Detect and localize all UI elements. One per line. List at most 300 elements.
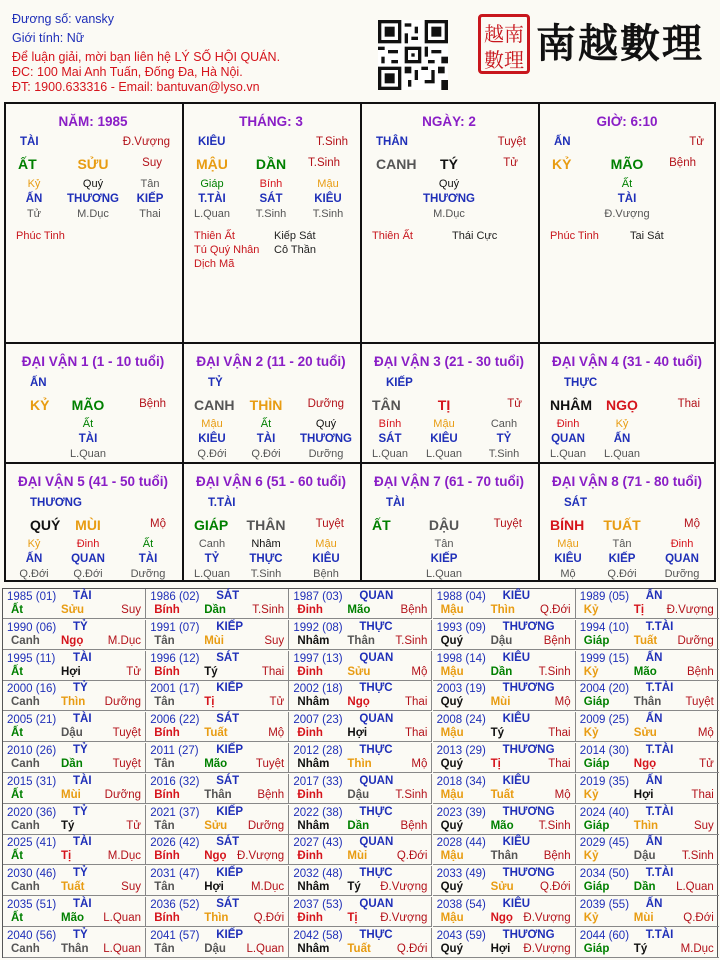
contact-invite: Để luận giải, mời bạn liên hệ LÝ SỐ HỘI QUÁN. [12, 50, 281, 64]
year-life-stage: Mộ [411, 665, 428, 678]
luck-hidden-stage: Q.Đới [251, 448, 281, 460]
luck-period-title: ĐẠI VẬN 5 (41 - 50 tuổi) [17, 474, 169, 489]
pillar-cell [184, 104, 362, 342]
year-label: 2030 (46) [7, 868, 57, 881]
year-stem: Bính [154, 727, 180, 740]
year-cell [146, 620, 289, 650]
year-life-stage: T.Sinh [538, 665, 571, 678]
hidden-stem: Tân [140, 178, 160, 190]
hidden-life-stage: L.Quan [193, 208, 231, 220]
year-stem: Tân [154, 634, 175, 647]
year-label: 1999 (15) [579, 652, 630, 665]
star-label: Phúc Tinh [550, 230, 599, 242]
year-label: 1996 (12) [150, 652, 200, 665]
year-ten-god: THỰC [359, 744, 393, 756]
star-label: Tai Sát [630, 230, 664, 242]
year-label: 2008 (24) [436, 714, 486, 727]
year-life-stage: L.Quan [103, 942, 141, 955]
year-life-stage: Tuyệt [255, 758, 285, 770]
year-stem: Ất [11, 788, 24, 801]
year-stem: Giáp [583, 881, 610, 894]
year-label: 2016 (32) [150, 775, 200, 788]
year-ten-god: KIẾP [216, 682, 244, 695]
luck-hidden-stem: Nhâm [251, 538, 281, 550]
year-branch: Hợi [204, 881, 224, 894]
chart-grid [4, 102, 716, 582]
heavenly-stem: MẬU [196, 156, 228, 172]
luck-hidden-stem: Tân [434, 538, 454, 550]
year-branch: Thìn [490, 604, 515, 616]
year-stem: Bính [154, 788, 180, 801]
year-ten-god: TÀI [73, 898, 92, 910]
luck-stem: QUÝ [30, 517, 61, 533]
year-label: 1991 (07) [150, 621, 200, 634]
year-ten-god: THỰC [359, 928, 393, 941]
year-stem: Canh [11, 696, 40, 709]
year-life-stage: Q.Đới [540, 604, 571, 616]
year-stem: Canh [11, 881, 40, 894]
year-cell [146, 835, 289, 865]
year-stem: Giáp [583, 942, 610, 955]
luck-branch: THÂN [246, 517, 286, 533]
year-life-stage: Đ.Vượng [380, 912, 428, 924]
year-stem: Canh [11, 758, 40, 770]
luck-branch: TUẤT [603, 517, 641, 533]
year-stem: Kỷ [583, 604, 599, 616]
year-branch: Sửu [61, 604, 85, 616]
year-life-stage: Suy [693, 819, 714, 832]
year-branch: Thân [347, 634, 375, 647]
year-stem: Tân [154, 881, 175, 894]
year-label: 2000 (16) [7, 683, 57, 696]
year-label: 2032 (48) [293, 868, 343, 881]
ten-god-stem: KIÊU [198, 136, 226, 148]
year-life-stage: Tử [699, 758, 714, 770]
luck-stem: KỶ [30, 397, 50, 413]
ten-god-stem: ẤN [554, 136, 571, 148]
hidden-stem: Quý [438, 178, 460, 190]
year-cell [289, 743, 432, 773]
hidden-ten-god: ẤN [25, 193, 43, 205]
year-life-stage: T.Sinh [538, 819, 571, 832]
hidden-ten-god: T.TÀI [198, 193, 226, 205]
year-stem: Kỷ [583, 727, 599, 740]
pillar-title: NĂM: 1985 [58, 114, 128, 129]
year-label: 2044 (60) [579, 929, 630, 942]
year-ten-god: KIẾP [216, 744, 244, 756]
year-ten-god: ẤN [645, 651, 663, 664]
year-life-stage: T.Sinh [395, 788, 428, 801]
year-life-stage: Suy [121, 881, 141, 894]
luck-hidden-ten-god: TỶ [496, 433, 512, 445]
year-label: 2027 (43) [293, 837, 343, 850]
year-ten-god: TÀI [73, 713, 92, 726]
earthly-branch: TÝ [440, 156, 458, 172]
year-life-stage: Bệnh [543, 634, 571, 647]
luck-hidden-stage: T.Sinh [488, 448, 520, 460]
star-label: Kiếp Sát [274, 230, 316, 242]
luck-period-cell [540, 342, 716, 462]
year-branch: Mùi [61, 788, 81, 801]
year-life-stage: Q.Đới [683, 912, 714, 924]
year-branch: Tị [204, 696, 215, 709]
year-stem: Giáp [583, 696, 610, 709]
year-life-stage: L.Quan [676, 881, 714, 894]
year-life-stage: Q.Đới [540, 881, 571, 894]
year-cell [576, 712, 719, 742]
hidden-stem: Giáp [200, 178, 224, 190]
luck-hidden-stem: Ất [260, 418, 272, 430]
luck-period-title: ĐẠI VẬN 6 (51 - 60 tuổi) [195, 474, 347, 489]
year-ten-god: KIÊU [502, 713, 531, 726]
year-life-stage: Bệnh [543, 850, 571, 863]
luck-hidden-stage: Dưỡng [130, 568, 166, 580]
year-ten-god: THƯƠNG [502, 805, 555, 818]
year-stem: Giáp [583, 819, 610, 832]
year-ten-god: QUAN [359, 713, 394, 726]
year-cell [289, 774, 432, 804]
year-life-stage: Q.Đới [396, 850, 428, 863]
luck-hidden-stage: T.Sinh [250, 568, 282, 580]
luck-hidden-ten-god: THƯƠNG [300, 433, 352, 445]
year-life-stage: L.Quan [246, 942, 285, 955]
year-cell [433, 805, 576, 835]
year-cell [146, 712, 289, 742]
year-branch: Tị [347, 912, 358, 924]
year-branch: Dần [490, 665, 513, 678]
luck-hidden-ten-god: KIÊU [312, 553, 340, 565]
year-label: 1995 (11) [7, 652, 56, 665]
luck-ten-god: T.TÀI [208, 497, 236, 509]
year-ten-god: THỰC [359, 682, 393, 695]
year-stem: Bính [154, 850, 180, 863]
year-stem: Mậu [440, 665, 464, 678]
year-branch: Mão [347, 604, 371, 616]
luck-period-cell [184, 342, 362, 462]
year-label: 2007 (23) [293, 714, 343, 727]
luck-hidden-stage: L.Quan [425, 568, 463, 580]
year-life-stage: Thai [548, 758, 571, 770]
year-ten-god: QUAN [359, 774, 394, 787]
heavenly-stem: ẤT [18, 156, 37, 172]
year-cell [433, 928, 576, 958]
luck-hidden-ten-god: QUAN [551, 433, 585, 445]
year-branch: Mùi [633, 912, 654, 924]
year-stem: Canh [11, 942, 40, 955]
year-ten-god: KIẾP [216, 620, 244, 633]
hidden-stem: Ất [621, 178, 633, 190]
year-branch: Ngọ [633, 758, 657, 770]
luck-hidden-ten-god: THỰC [249, 553, 283, 565]
year-stem: Ất [11, 912, 24, 924]
year-branch: Hợi [347, 727, 368, 740]
year-life-stage: Bệnh [686, 665, 714, 678]
year-ten-god: T.TÀI [645, 620, 674, 633]
year-stem: Mậu [440, 604, 464, 616]
year-branch: Dậu [490, 634, 513, 647]
year-stem: Kỷ [583, 912, 599, 924]
year-ten-god: TỶ [73, 805, 88, 818]
luck-hidden-stage: Q.Đới [73, 568, 103, 580]
luck-period-cell [6, 342, 184, 462]
year-life-stage: Đ.Vượng [380, 881, 428, 894]
year-life-stage: Tử [126, 665, 141, 678]
year-label: 2033 (49) [436, 868, 486, 881]
year-cell [3, 928, 146, 958]
branch-life-stage: Bệnh [669, 157, 696, 169]
year-cell [289, 620, 432, 650]
year-branch: Mão [633, 665, 657, 678]
year-label: 2031 (47) [150, 868, 200, 881]
year-cell [3, 897, 146, 927]
year-ten-god: KIÊU [502, 898, 531, 910]
year-ten-god: QUAN [359, 836, 394, 849]
year-ten-god: TỶ [73, 620, 88, 633]
year-label: 2018 (34) [436, 775, 486, 788]
star-label: Thiên Ất [372, 230, 413, 242]
year-stem: Quý [440, 758, 463, 770]
year-label: 2002 (18) [293, 683, 343, 696]
luck-life-stage: Tuyệt [493, 518, 522, 530]
year-stem: Nhâm [297, 634, 330, 647]
year-ten-god: THỰC [359, 867, 393, 880]
year-stem: Tân [154, 819, 175, 832]
phone-email: ĐT: 1900.633316 - Email: bantuvan@lyso.vn [12, 80, 260, 94]
luck-hidden-ten-god: QUAN [665, 553, 699, 565]
year-life-stage: Dưỡng [104, 696, 141, 709]
pillar-cell [362, 104, 540, 342]
year-branch: Thìn [347, 758, 372, 770]
luck-period-cell [184, 462, 362, 582]
year-cell [3, 681, 146, 711]
year-label: 1993 (09) [436, 621, 486, 634]
year-cell [3, 774, 146, 804]
year-branch: Dần [633, 881, 656, 894]
year-life-stage: Dưỡng [104, 788, 141, 801]
year-ten-god: KIÊU [502, 836, 531, 849]
luck-hidden-ten-god: KIÊU [198, 433, 226, 445]
year-life-stage: Mộ [554, 696, 571, 709]
year-life-stage: Dưỡng [677, 634, 714, 647]
luck-branch: THÌN [249, 397, 283, 413]
year-stem: Quý [440, 819, 463, 832]
year-ten-god: SÁT [216, 836, 240, 849]
luck-branch: MÃO [71, 397, 105, 413]
luck-ten-god: SÁT [564, 497, 587, 509]
qr-code-icon [378, 20, 448, 90]
year-cell [146, 897, 289, 927]
year-cell [433, 774, 576, 804]
luck-hidden-stage: Dưỡng [308, 448, 344, 460]
year-cell [146, 866, 289, 896]
year-branch: Dậu [61, 727, 83, 740]
year-label: 2026 (42) [150, 837, 200, 850]
luck-hidden-stage: Q.Đới [607, 568, 637, 580]
luck-hidden-stage: L.Quan [69, 448, 107, 460]
year-label: 2014 (30) [579, 745, 630, 757]
year-branch: Tuất [347, 942, 371, 955]
year-cell [433, 743, 576, 773]
year-stem: Đinh [297, 912, 323, 924]
year-stem: Ất [11, 604, 24, 616]
year-branch: Sửu [490, 881, 514, 894]
year-branch: Dần [61, 758, 83, 770]
pillar-title: NGÀY: 2 [422, 114, 476, 129]
luck-hidden-stem: Đinh [76, 538, 100, 550]
heavenly-stem: CANH [376, 156, 417, 172]
year-life-stage: Đ.Vượng [236, 850, 285, 863]
year-cell [3, 805, 146, 835]
luck-hidden-ten-god: TÀI [256, 433, 276, 445]
luck-ten-god: THỰC [564, 377, 598, 389]
luck-hidden-ten-god: QUAN [71, 553, 105, 565]
year-branch: Tý [490, 727, 505, 740]
year-ten-god: T.TÀI [645, 682, 674, 695]
year-branch: Tuất [633, 634, 658, 647]
year-life-stage: M.Dục [107, 634, 141, 647]
pillar-cell [540, 104, 716, 342]
luck-hidden-stem: Quý [315, 418, 337, 430]
year-ten-god: KIẾP [216, 928, 244, 941]
year-life-stage: Mộ [554, 788, 571, 801]
year-life-stage: Đ.Vượng [523, 942, 571, 955]
luck-hidden-stage: L.Quan [371, 448, 409, 460]
year-ten-god: THƯƠNG [502, 744, 555, 756]
year-stem: Quý [440, 881, 463, 894]
year-stem: Nhâm [297, 758, 330, 770]
year-label: 2025 (41) [7, 837, 57, 850]
luck-ten-god: ẤN [30, 377, 47, 389]
year-ten-god: TÀI [73, 836, 92, 849]
year-label: 1994 (10) [579, 621, 630, 634]
luck-hidden-stage: Mộ [560, 568, 576, 580]
year-stem: Mậu [440, 912, 464, 924]
year-branch: Thân [633, 696, 662, 709]
year-stem: Tân [154, 942, 175, 955]
yearly-luck-grid [2, 588, 718, 958]
luck-hidden-stem: Canh [198, 538, 226, 550]
year-life-stage: L.Quan [103, 912, 141, 924]
year-branch: Ngọ [490, 912, 513, 924]
year-stem: Canh [11, 819, 40, 832]
luck-life-stage: Tử [507, 398, 522, 410]
luck-period-title: ĐẠI VẬN 2 (11 - 20 tuổi) [196, 354, 346, 369]
gender: Giới tính: Nữ [12, 31, 85, 45]
year-life-stage: Q.Đới [396, 942, 428, 955]
year-life-stage: M.Dục [250, 881, 285, 894]
year-ten-god: QUAN [359, 898, 394, 910]
year-branch: Hợi [490, 942, 511, 955]
star-label: Thái Cực [452, 230, 498, 242]
hidden-ten-god: TÀI [617, 193, 637, 205]
year-stem: Nhâm [297, 819, 330, 832]
hidden-stem: Kỷ [27, 178, 41, 190]
year-ten-god: TỶ [73, 682, 88, 695]
year-branch: Tuất [61, 881, 85, 894]
year-life-stage: Dưỡng [247, 819, 285, 832]
hidden-life-stage: T.Sinh [255, 208, 287, 220]
luck-hidden-ten-god: KIẾP [608, 553, 636, 565]
luck-hidden-stem: Ất [82, 418, 94, 430]
year-label: 2024 (40) [579, 806, 630, 819]
star-label: Tú Quý Nhân [194, 244, 260, 256]
year-ten-god: SÁT [216, 898, 240, 910]
year-label: 1987 (03) [293, 591, 343, 603]
pillar-cell [6, 104, 184, 342]
year-stem: Kỷ [583, 850, 599, 863]
luck-branch: DẬU [428, 517, 460, 533]
year-stem: Đinh [297, 727, 323, 740]
owner-name: Đương số: vansky [12, 12, 115, 26]
year-cell [576, 928, 719, 958]
year-cell [433, 835, 576, 865]
pillar-title: GIỜ: 6:10 [596, 114, 658, 129]
hidden-stem: Bính [259, 178, 283, 190]
year-label: 2013 (29) [436, 745, 486, 757]
year-branch: Dậu [347, 788, 370, 801]
year-cell [576, 651, 719, 681]
year-label: 2011 (27) [150, 745, 199, 757]
luck-ten-god: KIẾP [386, 377, 413, 389]
year-cell [576, 681, 719, 711]
year-branch: Mão [490, 819, 514, 832]
year-life-stage: Tuyệt [112, 758, 141, 770]
earthly-branch: DẦN [255, 156, 287, 172]
year-cell [576, 835, 719, 865]
year-cell [289, 805, 432, 835]
year-cell [289, 589, 432, 619]
year-label: 1998 (14) [436, 652, 486, 665]
year-cell [3, 620, 146, 650]
year-ten-god: THƯƠNG [502, 682, 555, 695]
year-stem: Tân [154, 696, 175, 709]
year-ten-god: T.TÀI [645, 805, 674, 818]
year-life-stage: Tử [269, 696, 285, 709]
luck-hidden-stage: Q.Đới [197, 448, 227, 460]
luck-stem: NHÂM [550, 397, 592, 413]
luck-hidden-ten-god: SÁT [378, 433, 402, 445]
luck-hidden-stem: Bính [378, 418, 402, 430]
year-branch: Mùi [204, 634, 224, 647]
year-ten-god: SÁT [216, 651, 240, 664]
year-cell [289, 897, 432, 927]
year-stem: Quý [440, 634, 463, 647]
year-ten-god: SÁT [216, 713, 240, 726]
year-ten-god: T.TÀI [645, 867, 674, 880]
year-life-stage: Mộ [411, 758, 428, 770]
hidden-stem: Mậu [317, 178, 339, 190]
year-cell [433, 620, 576, 650]
year-label: 2043 (59) [436, 929, 486, 942]
year-ten-god: QUAN [359, 590, 394, 602]
ten-god-stem: TÀI [20, 136, 39, 148]
luck-hidden-stem: Ất [142, 538, 154, 550]
year-cell [576, 774, 719, 804]
earthly-branch: MÃO [610, 156, 644, 172]
year-label: 2037 (53) [293, 899, 343, 911]
year-ten-god: T.TÀI [645, 928, 674, 941]
hidden-ten-god: KIÊU [314, 193, 342, 205]
year-branch: Tuất [204, 727, 228, 740]
year-branch: Mão [61, 912, 84, 924]
star-label: Cô Thần [274, 244, 316, 256]
year-cell [289, 866, 432, 896]
year-cell [433, 866, 576, 896]
year-branch: Thìn [61, 696, 86, 709]
year-cell [289, 681, 432, 711]
year-stem: Kỷ [583, 665, 599, 678]
year-ten-god: ẤN [645, 590, 663, 602]
